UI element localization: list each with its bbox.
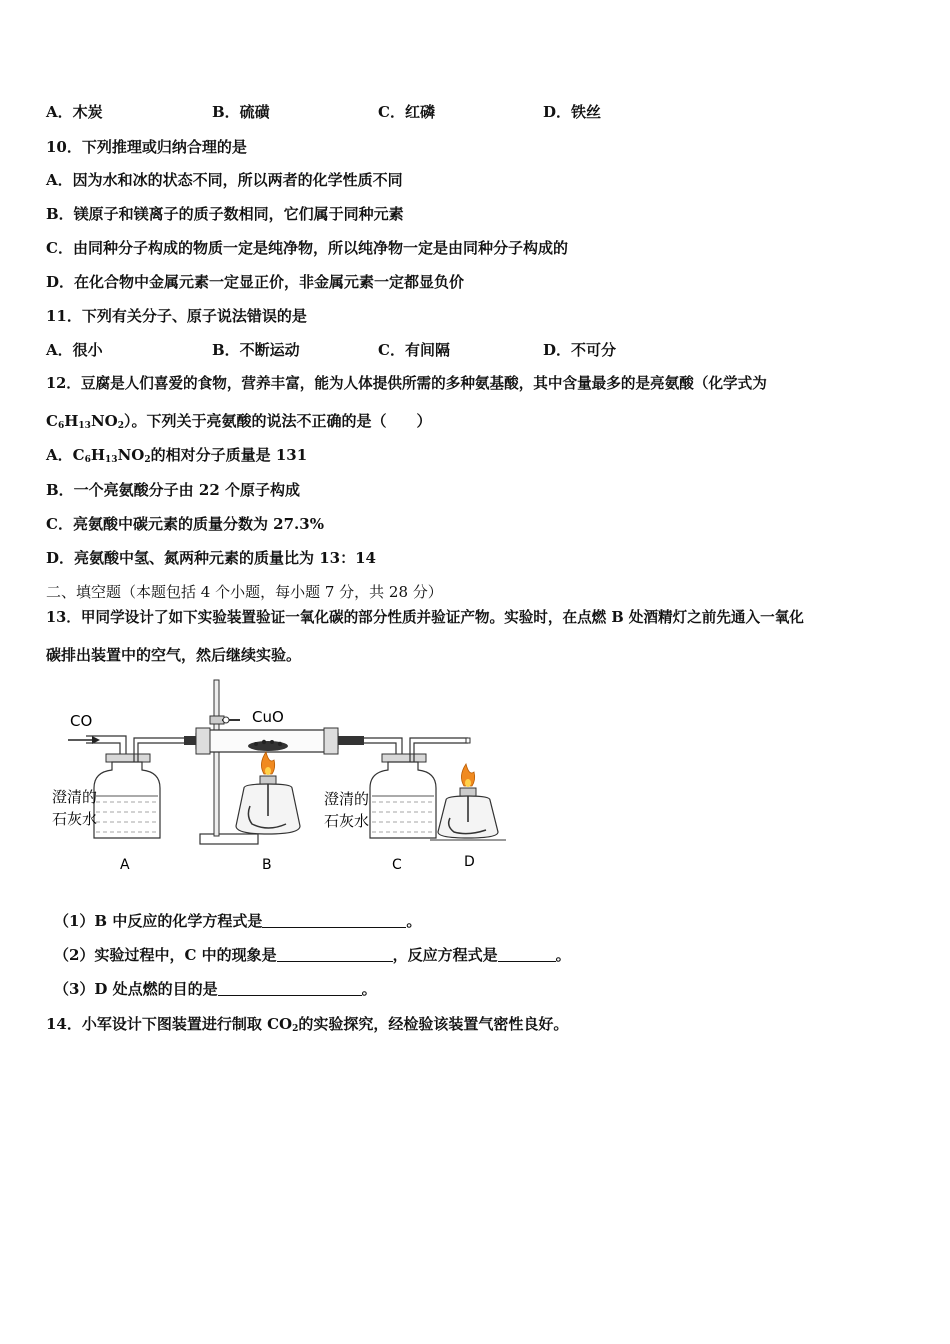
limewater-a-label-line2: 石灰水 — [52, 810, 98, 828]
q13-sub1-answer-blank[interactable] — [262, 913, 406, 928]
q13-stem-line1: 13．甲同学设计了如下实验装置验证一氧化碳的部分性质并验证产物。实验时，在点燃 B 处酒精灯之前先通入一氧化 — [46, 609, 804, 626]
limewater-c-label-line2: 石灰水 — [324, 812, 370, 830]
q10-stem: 10．下列推理或归纳合理的是 — [46, 138, 247, 156]
q14-stem — [46, 1014, 568, 1039]
label-b: B — [262, 857, 272, 873]
q10-option-c: C．由同种分子构成的物质一定是纯净物，所以纯净物一定是由同种分子构成的 — [46, 239, 568, 257]
alcohol-burner-b — [236, 752, 300, 834]
cuo-label: CuO — [252, 708, 284, 726]
q13-sub3-end: 。 — [361, 980, 377, 998]
formula-h: H — [64, 412, 79, 430]
q13-sub2-phenomenon-blank[interactable] — [277, 947, 393, 962]
q13-sub1-end: 。 — [406, 912, 422, 930]
formula-o: O — [131, 446, 145, 464]
q12-option-a — [46, 445, 307, 470]
q11-option-a: A．很小 — [46, 341, 103, 359]
formula-c-count: 6 — [84, 455, 91, 465]
q12-option-d: D．亮氨酸中氢、氮两种元素的质量比为 13：14 — [46, 549, 376, 567]
q13-sub2-text: （2）实验过程中，C 中的现象是 — [54, 946, 277, 964]
formula-c-count: 6 — [57, 421, 65, 431]
q14-stem-text-end: 的实验探究，经检验该装置气密性良好。 — [298, 1015, 569, 1033]
formula-o-count: 2 — [144, 455, 151, 465]
q14-stem-text: 14．小军设计下图装置进行制取 CO — [46, 1015, 293, 1033]
q13-sub3-answer-blank[interactable] — [218, 981, 362, 996]
q13-sub1 — [54, 911, 421, 931]
q12-option-b: B．一个亮氨酸分子由 22 个原子构成 — [46, 481, 300, 499]
formula-n: N — [117, 446, 132, 464]
limewater-c-label-line1: 澄清的 — [324, 790, 370, 808]
formula-h: H — [90, 446, 106, 464]
q11-option-c: C．有间隔 — [378, 341, 450, 359]
q9-option-c: C．红磷 — [378, 103, 435, 121]
q12-stem-line2 — [46, 411, 432, 436]
label-a: A — [120, 857, 130, 873]
q12-stem-line1: 12．豆腐是人们喜爱的食物，营养丰富，能为人体提供所需的多种氨基酸，其中含量最多的是亮氨酸（化学式为 — [46, 375, 767, 392]
formula-h-count: 13 — [78, 421, 91, 431]
q12-option-a-prefix: A． — [46, 446, 73, 464]
q14-co2-subscript: 2 — [292, 1024, 299, 1034]
bottle-a — [94, 738, 186, 838]
q10-option-b: B．镁原子和镁离子的质子数相同，它们属于同种元素 — [46, 205, 404, 223]
q13-stem-line2: 碳排出装置中的空气，然后继续实验。 — [46, 646, 302, 664]
section-title: 二、填空题（本题包括 4 个小题，每小题 7 分，共 28 分） — [46, 583, 443, 601]
q9-option-d: D．铁丝 — [543, 103, 602, 121]
formula-c: C — [46, 412, 58, 430]
q10-option-d: D．在化合物中金属元素一定显正价，非金属元素一定都显负价 — [46, 273, 465, 291]
label-c: C — [392, 857, 402, 873]
formula-o-count: 2 — [117, 421, 124, 431]
q10-option-a: A．因为水和冰的状态不同，所以两者的化学性质不同 — [46, 171, 403, 189]
q13-sub2-end: 。 — [555, 946, 571, 964]
formula-o: O — [104, 412, 118, 430]
alcohol-burner-d — [430, 764, 506, 840]
q13-sub1-text: （1）B 中反应的化学方程式是 — [54, 912, 263, 930]
formula-n: N — [90, 412, 105, 430]
q13-sub2-mid: ，反应方程式是 — [392, 946, 498, 964]
q13-sub3-text: （3）D 处点燃的目的是 — [54, 980, 218, 998]
q13-sub2 — [54, 945, 571, 965]
q11-option-b: B．不断运动 — [212, 341, 300, 359]
q9-option-a: A．木炭 — [46, 103, 103, 121]
q12-stem-line2-text: ）。下列关于亮氨酸的说法不正确的是（ ） — [124, 412, 432, 430]
q11-stem: 11．下列有关分子、原子说法错误的是 — [46, 307, 307, 325]
formula-h-count: 13 — [105, 455, 118, 465]
q13-sub3 — [54, 979, 377, 999]
limewater-a-label-line1: 澄清的 — [52, 788, 98, 806]
q9-option-b: B．硫磺 — [212, 103, 270, 121]
label-d: D — [464, 854, 475, 870]
formula-c: C — [72, 446, 85, 464]
q13-sub2-equation-blank[interactable] — [498, 947, 556, 962]
q12-option-c: C．亮氨酸中碳元素的质量分数为 27.3% — [46, 515, 324, 533]
connector-b-c — [338, 736, 364, 745]
q11-option-d: D．不可分 — [543, 341, 617, 359]
co-label: CO — [70, 712, 93, 730]
q13-apparatus-figure — [46, 676, 506, 876]
q12-option-a-text: 的相对分子质量是 131 — [150, 446, 308, 464]
